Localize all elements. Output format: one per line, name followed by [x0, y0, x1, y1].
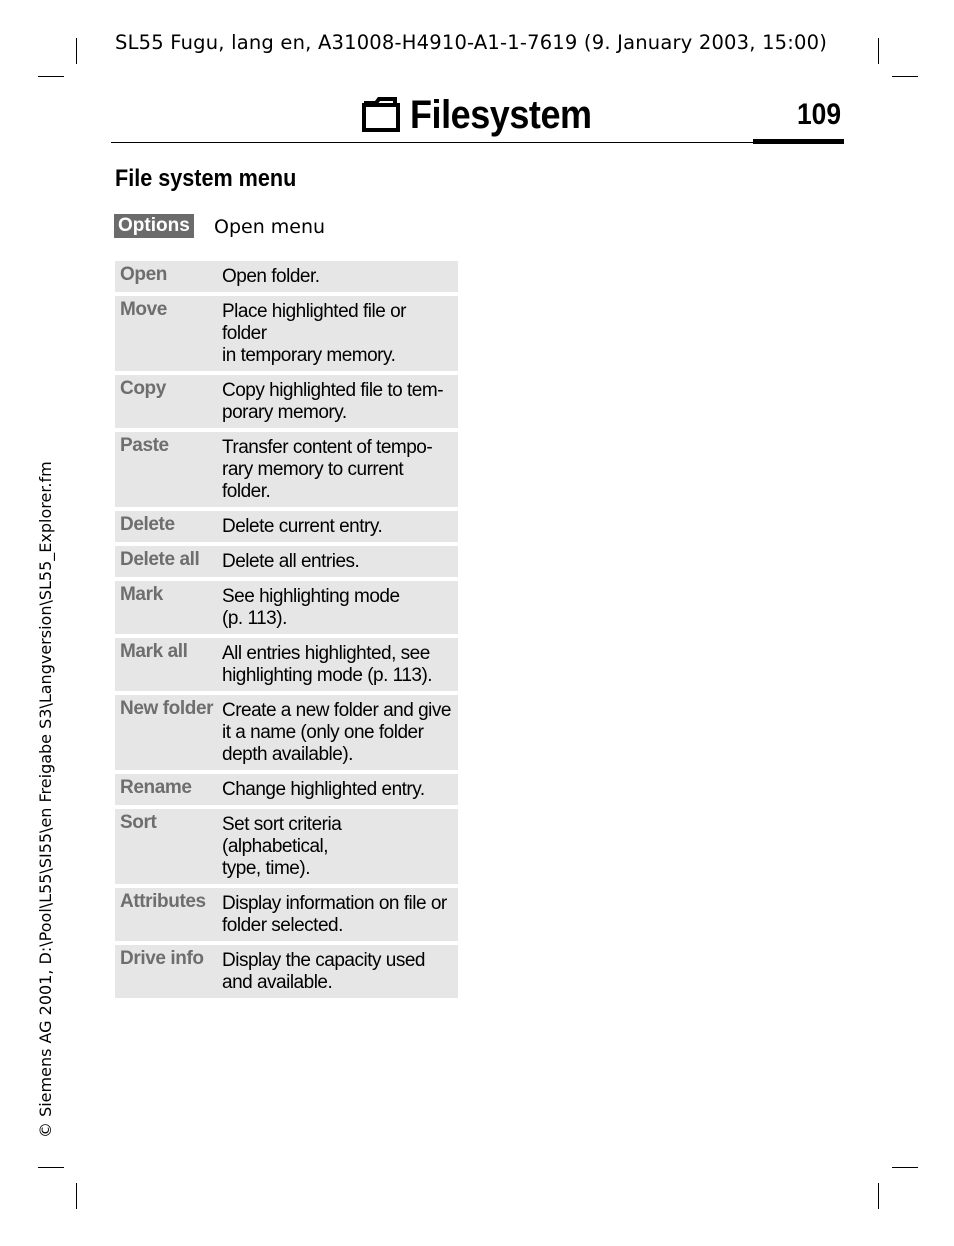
menu-item-description: See highlighting mode (p. 113).: [222, 586, 400, 629]
crop-mark: [878, 1183, 879, 1209]
menu-item-description: All entries highlighted, see highlighting mode (p. 113).: [222, 643, 433, 686]
menu-item-label: Move: [120, 299, 167, 320]
folder-icon: [360, 94, 402, 136]
menu-item-description: Display information on file or folder selected.: [222, 893, 447, 936]
menu-item-label: Mark all: [120, 641, 188, 662]
menu-item-label: Copy: [120, 378, 166, 399]
crop-mark: [38, 76, 64, 77]
menu-item-description: Place highlighted file or folder in temporary memory.: [222, 301, 406, 366]
menu-item-label: Attributes: [120, 891, 206, 912]
crop-mark: [38, 1167, 64, 1168]
menu-row: [115, 888, 458, 941]
page-header: [360, 92, 612, 138]
menu-row: [115, 945, 458, 998]
menu-item-description: Open folder.: [222, 266, 320, 287]
menu-row: [115, 546, 458, 577]
crop-mark: [892, 1167, 918, 1168]
document-meta: SL55 Fugu, lang en, A31008-H4910-A1-1-7619 (9. January 2003, 15:00): [115, 31, 828, 54]
menu-row: [115, 809, 458, 884]
menu-row: [115, 511, 458, 542]
menu-item-description: Transfer content of tempo- rary memory to current folder.: [222, 437, 433, 502]
menu-item-label: Rename: [120, 777, 192, 798]
menu-item-label: Delete all: [120, 549, 200, 570]
crop-mark: [892, 76, 918, 77]
menu-item-label: Mark: [120, 584, 163, 605]
file-system-menu-table: [115, 261, 458, 1002]
menu-row: [115, 695, 458, 770]
options-description: Open menu: [214, 216, 326, 238]
menu-item-description: Change highlighted entry.: [222, 779, 425, 800]
menu-item-label: Paste: [120, 435, 169, 456]
side-copyright: © Siemens AG 2001, D:\Pool\L55\SI55\en Freigabe S3\Langversion\SL55_Explorer.fm: [36, 461, 55, 1138]
menu-item-label: Sort: [120, 812, 157, 833]
page-title: Filesystem: [410, 92, 592, 137]
page-number: 109: [797, 98, 842, 131]
crop-mark: [76, 1183, 77, 1209]
menu-item-label: New folder: [120, 698, 214, 719]
section-title: File system menu: [115, 165, 297, 192]
menu-item-description: Delete current entry.: [222, 516, 383, 537]
menu-row: [115, 296, 458, 371]
menu-item-description: Display the capacity used and available.: [222, 950, 425, 993]
page-number-rule: [753, 139, 844, 144]
menu-row: [115, 774, 458, 805]
header-rule: [111, 142, 844, 143]
options-softkey: Options: [114, 214, 194, 238]
crop-mark: [76, 38, 77, 64]
crop-mark: [878, 38, 879, 64]
menu-row: [115, 432, 458, 507]
menu-item-description: Delete all entries.: [222, 551, 360, 572]
menu-item-description: Create a new folder and give it a name (only one folder depth available).: [222, 700, 451, 765]
menu-item-label: Drive info: [120, 948, 204, 969]
menu-item-description: Copy highlighted file to tem- porary memory.: [222, 380, 444, 423]
menu-row: [115, 261, 458, 292]
menu-row: [115, 638, 458, 691]
menu-item-label: Open: [120, 264, 167, 285]
menu-item-description: Set sort criteria (alphabetical, type, time).: [222, 814, 342, 879]
menu-row: [115, 375, 458, 428]
menu-item-label: Delete: [120, 514, 175, 535]
menu-row: [115, 581, 458, 634]
